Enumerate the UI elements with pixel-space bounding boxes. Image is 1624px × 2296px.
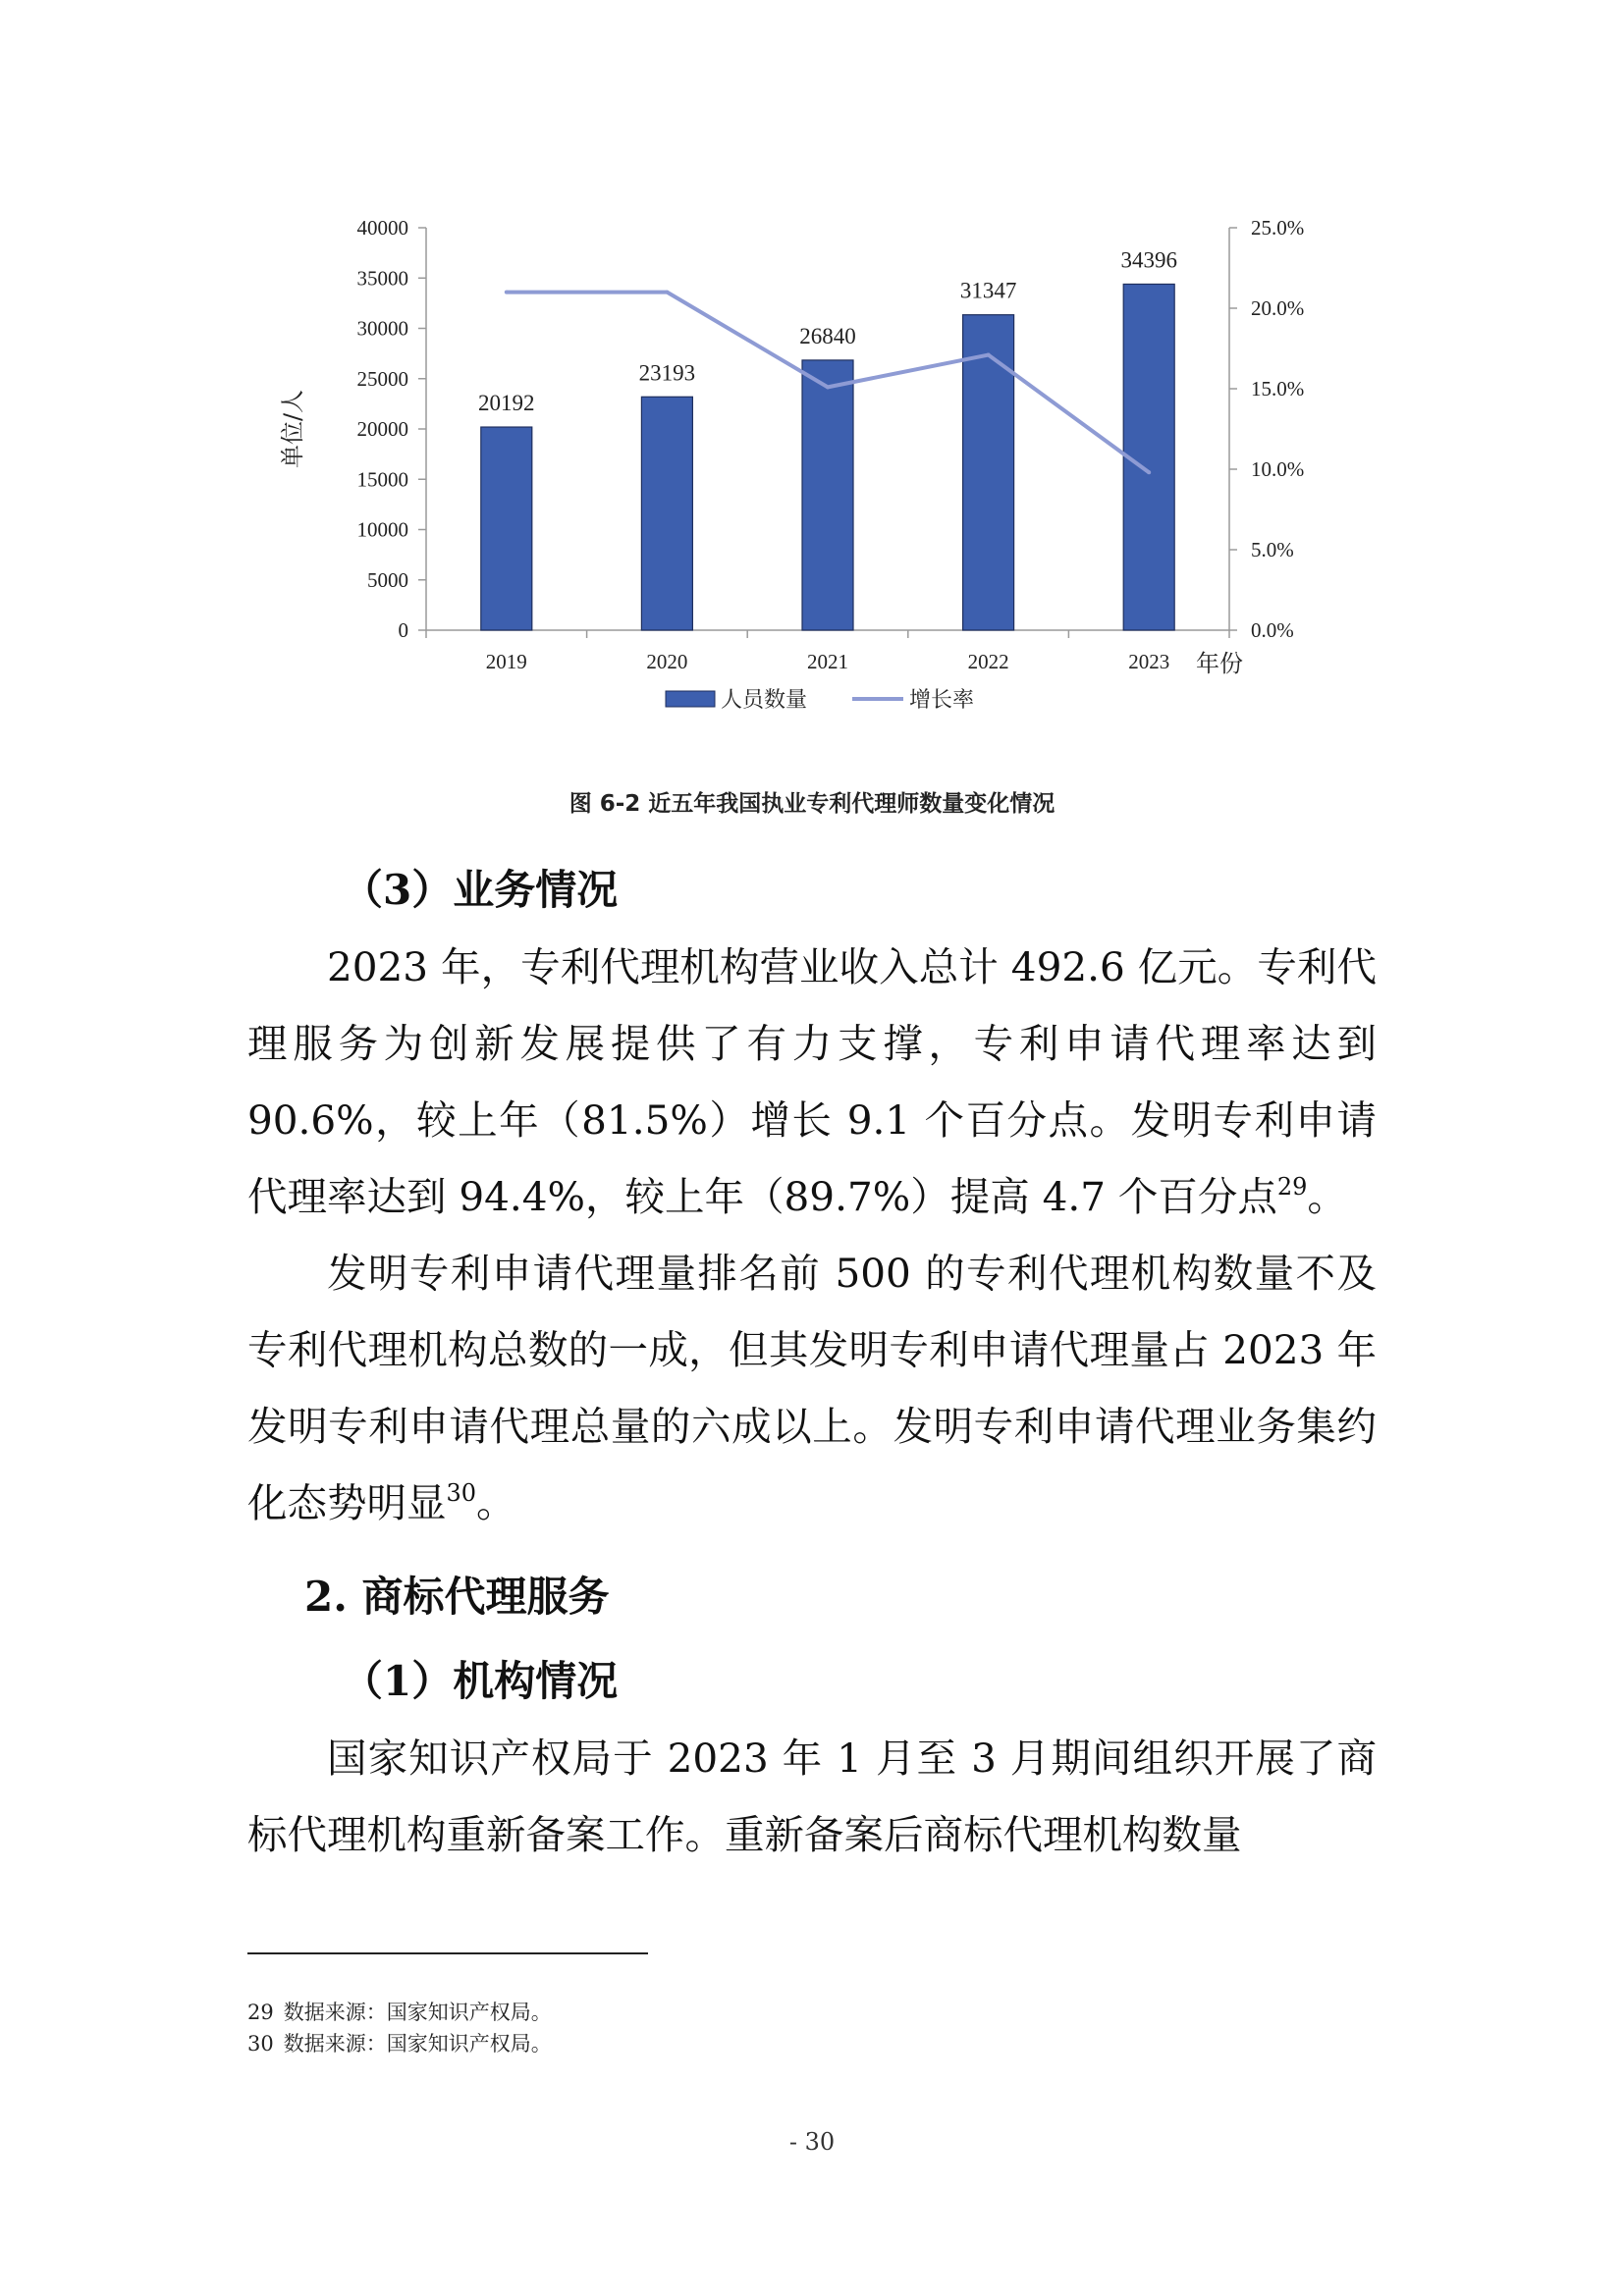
bar-2019 [481,427,532,630]
right-tick-label: 0.0% [1251,618,1294,642]
y-axis-title: 单位/人 [279,389,306,469]
footnote-30 [247,2028,562,2057]
growth-rate-point-2022 [987,353,991,357]
left-tick-label: 5000 [367,567,408,592]
left-tick-label: 40000 [356,216,408,240]
footnote-30-number: 30 [247,2032,274,2056]
left-tick-label: 35000 [356,266,408,291]
paragraph-concentration-end: 。 [476,1479,516,1526]
paragraph-business [247,929,1377,1235]
footnote-29-text: 数据来源：国家知识产权局。 [283,2001,552,2024]
growth-rate-point-2020 [665,291,669,294]
footnote-29 [247,1997,562,2026]
paragraph-trademark: 国家知识产权局于 2023 年 1 月至 3 月期间组织开展了商标代理机构重新备案工作。重新备案后商标代理机构数量 [247,1735,1377,1858]
right-tick-label: 15.0% [1251,377,1305,400]
right-tick-label: 25.0% [1251,216,1305,240]
right-tick-label: 20.0% [1251,296,1305,320]
footnote-ref-29: 29 [1276,1173,1308,1201]
paragraph-concentration-text: 发明专利申请代理量排名前 500 的专利代理机构数量不及专利代理机构总数的一成，但其发明专利申请代理量占 2023 年发明专利申请代理总量的六成以上。发明专利申请代理业务集约化态势明显 [247,1250,1377,1526]
bar-2022 [963,315,1014,630]
section-heading-institutions: （1）机构情况 [342,1657,619,1705]
left-tick-label: 25000 [356,366,408,391]
page-number: - 30 [788,2128,836,2156]
paragraph-business-end: 。 [1307,1173,1347,1220]
bar-2020 [641,397,692,630]
growth-rate-point-2019 [505,291,509,294]
left-tick-label: 20000 [356,417,408,441]
section-heading-business: （3）业务情况 [342,866,619,914]
bar-value-label-2023: 34396 [1120,247,1177,273]
bar-value-label-2019: 20192 [478,391,535,416]
bar-value-label-2022: 31347 [959,278,1017,303]
x-tick-label: 2019 [485,650,527,673]
left-tick-label: 30000 [356,316,408,341]
right-tick-label: 10.0% [1251,457,1305,481]
legend-label-growth: 增长率 [909,688,975,713]
x-tick-label: 2020 [646,650,688,673]
bar-value-label-2021: 26840 [799,323,856,348]
section-heading-trademark: 2. 商标代理服务 [304,1573,610,1621]
left-tick-label: 15000 [356,467,408,492]
growth-rate-point-2021 [826,385,830,389]
legend-swatch-staff [666,691,715,707]
footnote-30-text: 数据来源：国家知识产权局。 [283,2032,552,2056]
left-tick-label: 0 [398,618,408,642]
x-tick-label: 2022 [967,650,1009,673]
legend-label-staff: 人员数量 [721,688,808,713]
bar-value-label-2020: 23193 [638,360,696,386]
x-axis-title: 年份 [1196,650,1243,677]
staff-chart [0,0,1624,746]
x-tick-label: 2021 [807,650,848,673]
x-tick-label: 2023 [1128,650,1170,673]
footnote-ref-30: 30 [446,1479,477,1507]
right-tick-label: 5.0% [1251,538,1294,561]
left-tick-label: 10000 [356,517,408,542]
footnote-rule [247,1952,648,1954]
chart-caption: 图 6-2 近五年我国执业专利代理师数量变化情况 [568,791,1056,817]
footnote-29-number: 29 [247,2001,274,2024]
growth-rate-point-2023 [1147,470,1151,474]
chart-legend [666,688,974,713]
paragraph-business-text: 2023 年，专利代理机构营业收入总计 492.6 亿元。专利代理服务为创新发展提供了有力支撑，专利申请代理率达到 90.6%，较上年（81.5%）增长 9.1 个百分点。发明专利申请代理率达到 94.4%，较上年（89.7%）提高 4.7 个百分点 [247,943,1377,1220]
bar-2021 [802,360,853,630]
paragraph-concentration [247,1235,1377,1541]
